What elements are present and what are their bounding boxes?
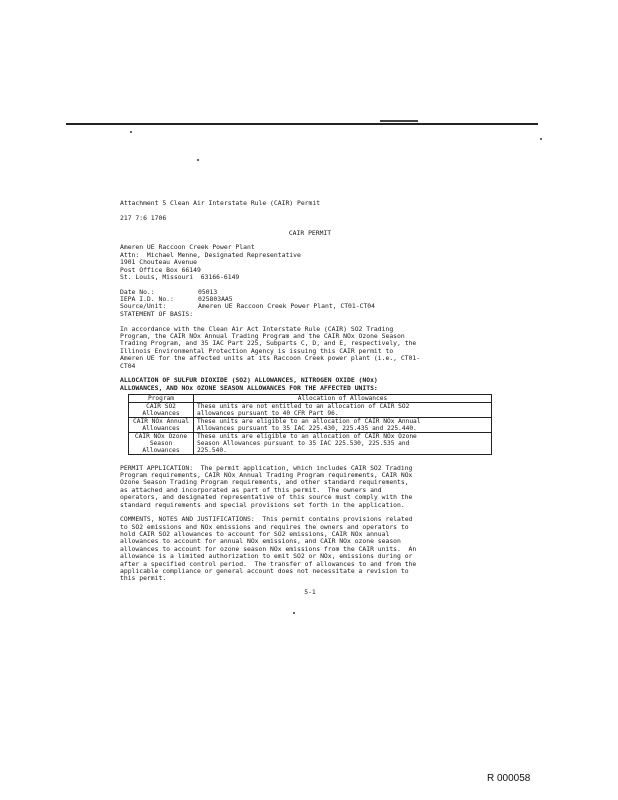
cell-line: 225.540. (197, 447, 227, 455)
scan-speck (197, 159, 199, 161)
program-cell (129, 418, 194, 433)
cell-line: CAIR NOx Ozone (134, 433, 188, 441)
program-cell (129, 433, 194, 455)
intro-paragraph (120, 326, 500, 370)
id-value: 05013 (198, 287, 218, 296)
header-rule (66, 123, 538, 125)
cell-line: Season (149, 440, 173, 448)
permit-application-paragraph (120, 465, 500, 509)
cell-line: CAIR SO2 (146, 403, 176, 411)
id-value: 025803AA5 (198, 295, 233, 304)
id-block (120, 289, 500, 311)
address-line: St. Louis, Missouri 63166-6149 (120, 273, 240, 281)
cell-line: Allowances pursuant to 35 IAC 225.430, 225.435 and 225.440. (197, 425, 417, 433)
paragraph-line: allowances to account for annual NOx emissions, and CAIR NOx ozone season (120, 538, 401, 546)
header-rule-mark (380, 120, 418, 122)
scan-speck (130, 131, 132, 133)
scan-speck (540, 138, 542, 140)
table-row (129, 403, 492, 418)
program-cell (129, 403, 194, 418)
attachment-title: Attachment 5 Clean Air Interstate Rule (CAIR) Permit (120, 200, 321, 207)
paragraph-line: In accordance with the Clean Air Act Interstate Rule (CAIR) SO2 Trading (120, 325, 394, 333)
id-label: IEPA I.D. No.: (120, 295, 174, 304)
cell-line: These units are eligible to an allocation of CAIR NOx Annual (197, 418, 421, 426)
paragraph-line: Program, the CAIR NOx Annual Trading Program and the CAIR NOx Ozone Season (120, 333, 405, 341)
paragraph-line: applicable compliance or general account does not necessitate a revision to (120, 568, 409, 576)
cell-line: These units are eligible to an allocation of CAIR NOx Ozone (197, 433, 417, 441)
allocation-table (128, 394, 492, 455)
heading-line: ALLOCATION OF SULFUR DIOXIDE (SO2) ALLOWANCES, NITROGEN OXIDE (NOx) (120, 377, 378, 385)
allocation-cell (194, 418, 492, 433)
paragraph-line: Ameren UE for the affected units at its Raccoon Creek power plant (i.e., CT01- (120, 355, 421, 363)
id-row (120, 303, 500, 310)
heading-line: ALLOWANCES, AND NOx OZONE SEASON ALLOWANCES FOR THE AFFECTED UNITS: (120, 384, 378, 392)
paragraph-line: Program requirements, CAIR NOx Annual Trading Program requirements, CAIR NOx (120, 471, 413, 479)
cell-line: Allowances (142, 410, 180, 418)
page-number: 5-1 (304, 587, 316, 596)
cell-line: Season Allowances pursuant to 35 IAC 225.530, 225.535 and (197, 440, 410, 448)
address-line: Attn: Michael Menne, Designated Representative (120, 251, 301, 259)
paragraph-line: to SO2 emissions and NOx emissions and requires the owners and operators to (120, 523, 409, 531)
paragraph-line: Ozone Season Trading Program requirements, and other standard requirements, (120, 479, 409, 487)
paragraph-line: allowances to account for ozone season NOx emissions from the CAIR units. An (120, 545, 417, 553)
address-line: Ameren UE Raccoon Creek Power Plant (120, 244, 255, 252)
permit-document (120, 200, 500, 596)
table-row (129, 433, 492, 455)
cell-line: CAIR NOx Annual (133, 418, 189, 426)
paragraph-line: CT04 (120, 362, 136, 370)
id-value: Ameren UE Raccoon Creek Power Plant, CT01-CT04 (198, 302, 375, 311)
id-label: Source/Unit: (120, 302, 167, 311)
allocation-heading (120, 377, 500, 392)
column-header: Program (129, 395, 194, 403)
cell-line: allowances pursuant to 40 CFR Part 96. (197, 410, 339, 418)
allocation-cell (194, 403, 492, 418)
id-label: Date No.: (120, 287, 155, 296)
paragraph-line: this permit. (120, 575, 167, 583)
column-header: Allocation of Allowances (194, 395, 492, 403)
cell-line: Allowances (142, 447, 180, 455)
table-header-row (129, 395, 492, 403)
cell-line: Allowances (142, 425, 180, 433)
paragraph-line: allowance is a limited authorization to emit SO2 or NOx, emissions during or (120, 553, 413, 561)
paragraph-line: PERMIT APPLICATION: The permit application, which includes CAIR SO2 Trading (120, 464, 413, 472)
address-block (120, 244, 500, 281)
cell-line: These units are not entitled to an allocation of CAIR SO2 (197, 403, 410, 411)
paragraph-line: after a specified control period. The transfer of allowances to and from the (120, 560, 417, 568)
paragraph-line: as attached and incorporated as part of this permit. The owners and (120, 486, 382, 494)
allocation-cell (194, 433, 492, 455)
reference-number: 217 7:6 1706 (120, 214, 167, 222)
paragraph-line: standard requirements and special provisions set forth in the application. (120, 501, 405, 509)
address-line: Post Office Box 66149 (120, 266, 201, 274)
paragraph-line: Illinois Environmental Protection Agency is issuing this CAIR permit to (120, 347, 394, 355)
paragraph-line: Trading Program, and 35 IAC Part 225, Subparts C, D, and E, respectively, the (120, 340, 417, 348)
scan-speck (293, 612, 295, 614)
bates-number: R 000058 (487, 773, 531, 784)
table-row (129, 418, 492, 433)
statement-of-basis-label: STATEMENT OF BASIS: (120, 310, 194, 318)
comments-paragraph (120, 516, 500, 583)
paragraph-line: COMMENTS, NOTES AND JUSTIFICATIONS: This permit contains provisions related (120, 516, 413, 524)
address-line: 1901 Chouteau Avenue (120, 259, 197, 267)
id-row (120, 289, 500, 296)
paragraph-line: operators, and designated representative of this source must comply with the (120, 494, 413, 502)
permit-heading: CAIR PERMIT (288, 229, 332, 237)
paragraph-line: hold CAIR SO2 allowances to account for SO2 emissions, CAIR NOx annual (120, 531, 390, 539)
